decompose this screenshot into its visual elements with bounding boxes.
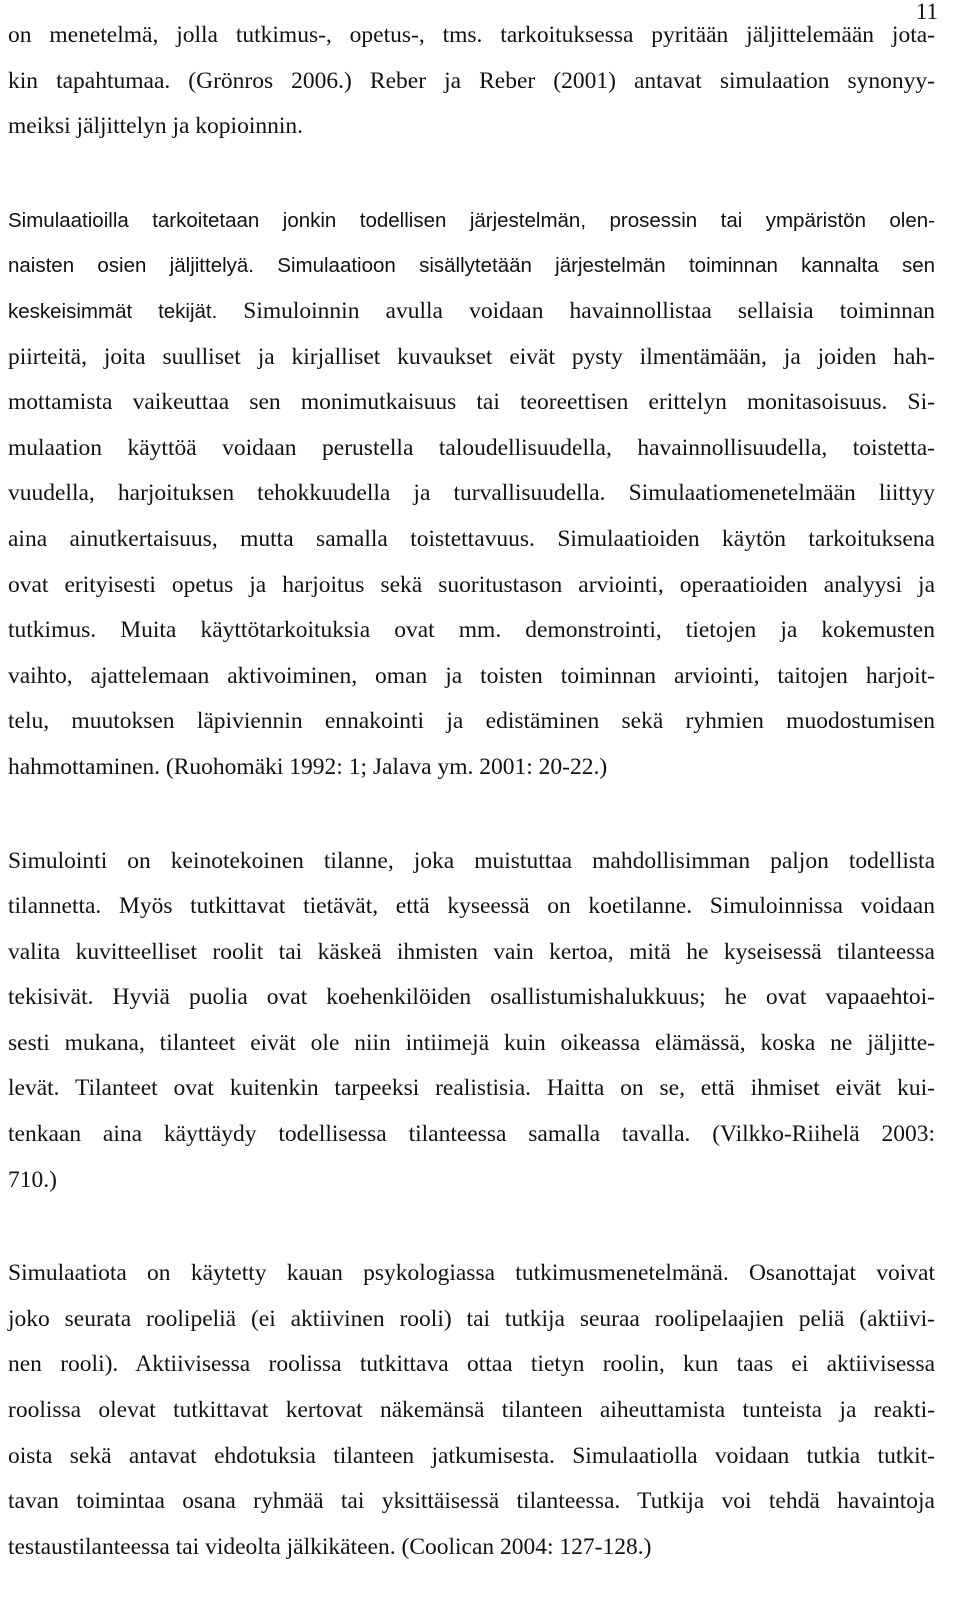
text-line: hahmottaminen. (Ruohomäki 1992: 1; Jalava ym. 2001: 20-22.) [8,753,608,780]
document-body [8,13,935,1570]
text-line: aina ainutkertaisuus, mutta samalla toistettavuus. Simulaatioiden käytön tarkoituksena [8,525,935,552]
text-line: tutkimus. Muita käyttötarkoituksia ovat mm. demonstrointi, tietojen ja kokemusten [8,617,935,644]
text-line: mottamista vaikeuttaa sen monimutkaisuus tai teoreettisen erittelyn monitasoisuus. Si- [8,389,935,416]
text-line: mulaation käyttöä voidaan perustella taloudellisuudella, havainnollisuudella, toistetta- [8,434,935,461]
text-line: tenkaan aina käyttäydy todellisessa tilanteessa samalla tavalla. (Vilkko-Riihelä 2003: [8,1121,935,1148]
text-run: Simulaatioilla tarkoitetaan jonkin todellisen järjestelmän, prosessin tai ympäristön olen- [8,208,935,232]
text-line: tilannetta. Myös tutkittavat tietävät, että kyseessä on koetilanne. Simuloinnissa voidaan [8,893,935,920]
text-line: Simulaatiota on käytetty kauan psykologiassa tutkimusmenetelmänä. Osanottajat voivat [8,1260,935,1287]
paragraph-4 [8,1251,935,1570]
text-line: oista sekä antavat ehdotuksia tilanteen jatkumisesta. Simulaatiolla voidaan tutkia tutkit- [8,1442,935,1469]
text-line [8,243,935,289]
page-number: 11 [915,0,938,24]
text-line: sesti mukana, tilanteet eivät ole niin intiimejä kuin oikeassa elämässä, koska ne jäljitte- [8,1029,935,1056]
paragraph-gap [8,150,935,198]
text-line: testaustilanteessa tai videolta jälkikäteen. (Coolican 2004: 127-128.) [8,1533,652,1560]
text-line: vuudella, harjoituksen tehokkuudella ja turvallisuudella. Simulaatiomenetelmään liittyy [8,480,935,507]
text-line [8,198,935,244]
text-line: tekisivät. Hyviä puolia ovat koehenkilöiden osallistumishalukkuus; he ovat vapaaehtoi- [8,984,935,1011]
text-line: valita kuvitteelliset roolit tai käskeä ihmisten vain kertoa, mitä he kyseisessä tilanteessa [8,938,935,965]
text-line: vaihto, ajattelemaan aktivoiminen, oman ja toisten toiminnan arviointi, taitojen harjoit- [8,662,935,689]
text-line: meiksi jäljittelyn ja kopioinnin. [8,113,304,140]
text-line: roolissa olevat tutkittavat kertovat näkemänsä tilanteen aiheuttamista tunteista ja reakti- [8,1397,935,1424]
text-line [8,289,935,335]
text-line: ovat erityisesti opetus ja harjoitus sekä suoritustason arviointi, operaatioiden analyysi ja [8,571,935,598]
text-run: Simuloinnin avulla voidaan havainnollistaa sellaisia toiminnan [243,297,935,324]
text-line: joko seurata roolipeliä (ei aktiivinen rooli) tai tutkija seuraa roolipelaajien peliä (aktiivi- [8,1305,935,1332]
paragraph-1 [8,13,935,150]
text-line: on menetelmä, jolla tutkimus-, opetus-, tms. tarkoituksessa pyritään jäljittelemään jota- [8,22,935,48]
text-line: telu, muutoksen läpiviennin ennakointi ja edistäminen sekä ryhmien muodostumisen [8,708,935,735]
text-line: kin tapahtumaa. (Grönros 2006.) Reber ja Reber (2001) antavat simulaation synonyy- [8,67,935,94]
text-line: Simulointi on keinotekoinen tilanne, joka muistuttaa mahdollisimman paljon todellista [8,847,935,874]
paragraph-gap [8,1203,935,1251]
text-line: levät. Tilanteet ovat kuitenkin tarpeeksi realistisia. Haitta on se, että ihmiset eivät kui- [8,1075,935,1102]
text-line: nen rooli). Aktiivisessa roolissa tutkittava ottaa tietyn roolin, kun taas ei aktiivisessa [8,1351,935,1378]
text-line: piirteitä, joita suulliset ja kirjalliset kuvaukset eivät pysty ilmentämään, ja joiden hah- [8,343,935,370]
paragraph-2 [8,198,935,791]
text-run: keskeisimmät tekijät. [8,299,244,323]
paragraph-gap [8,791,935,839]
text-run: naisten osien jäljittelyä. Simulaatioon sisällytetään järjestelmän toiminnan kannalta sen [8,254,935,278]
paragraph-3 [8,839,935,1204]
text-line: tavan toimintaa osana ryhmää tai yksittäisessä tilanteessa. Tutkija voi tehdä havaintoja [8,1488,935,1515]
text-line: 710.) [8,1166,57,1193]
